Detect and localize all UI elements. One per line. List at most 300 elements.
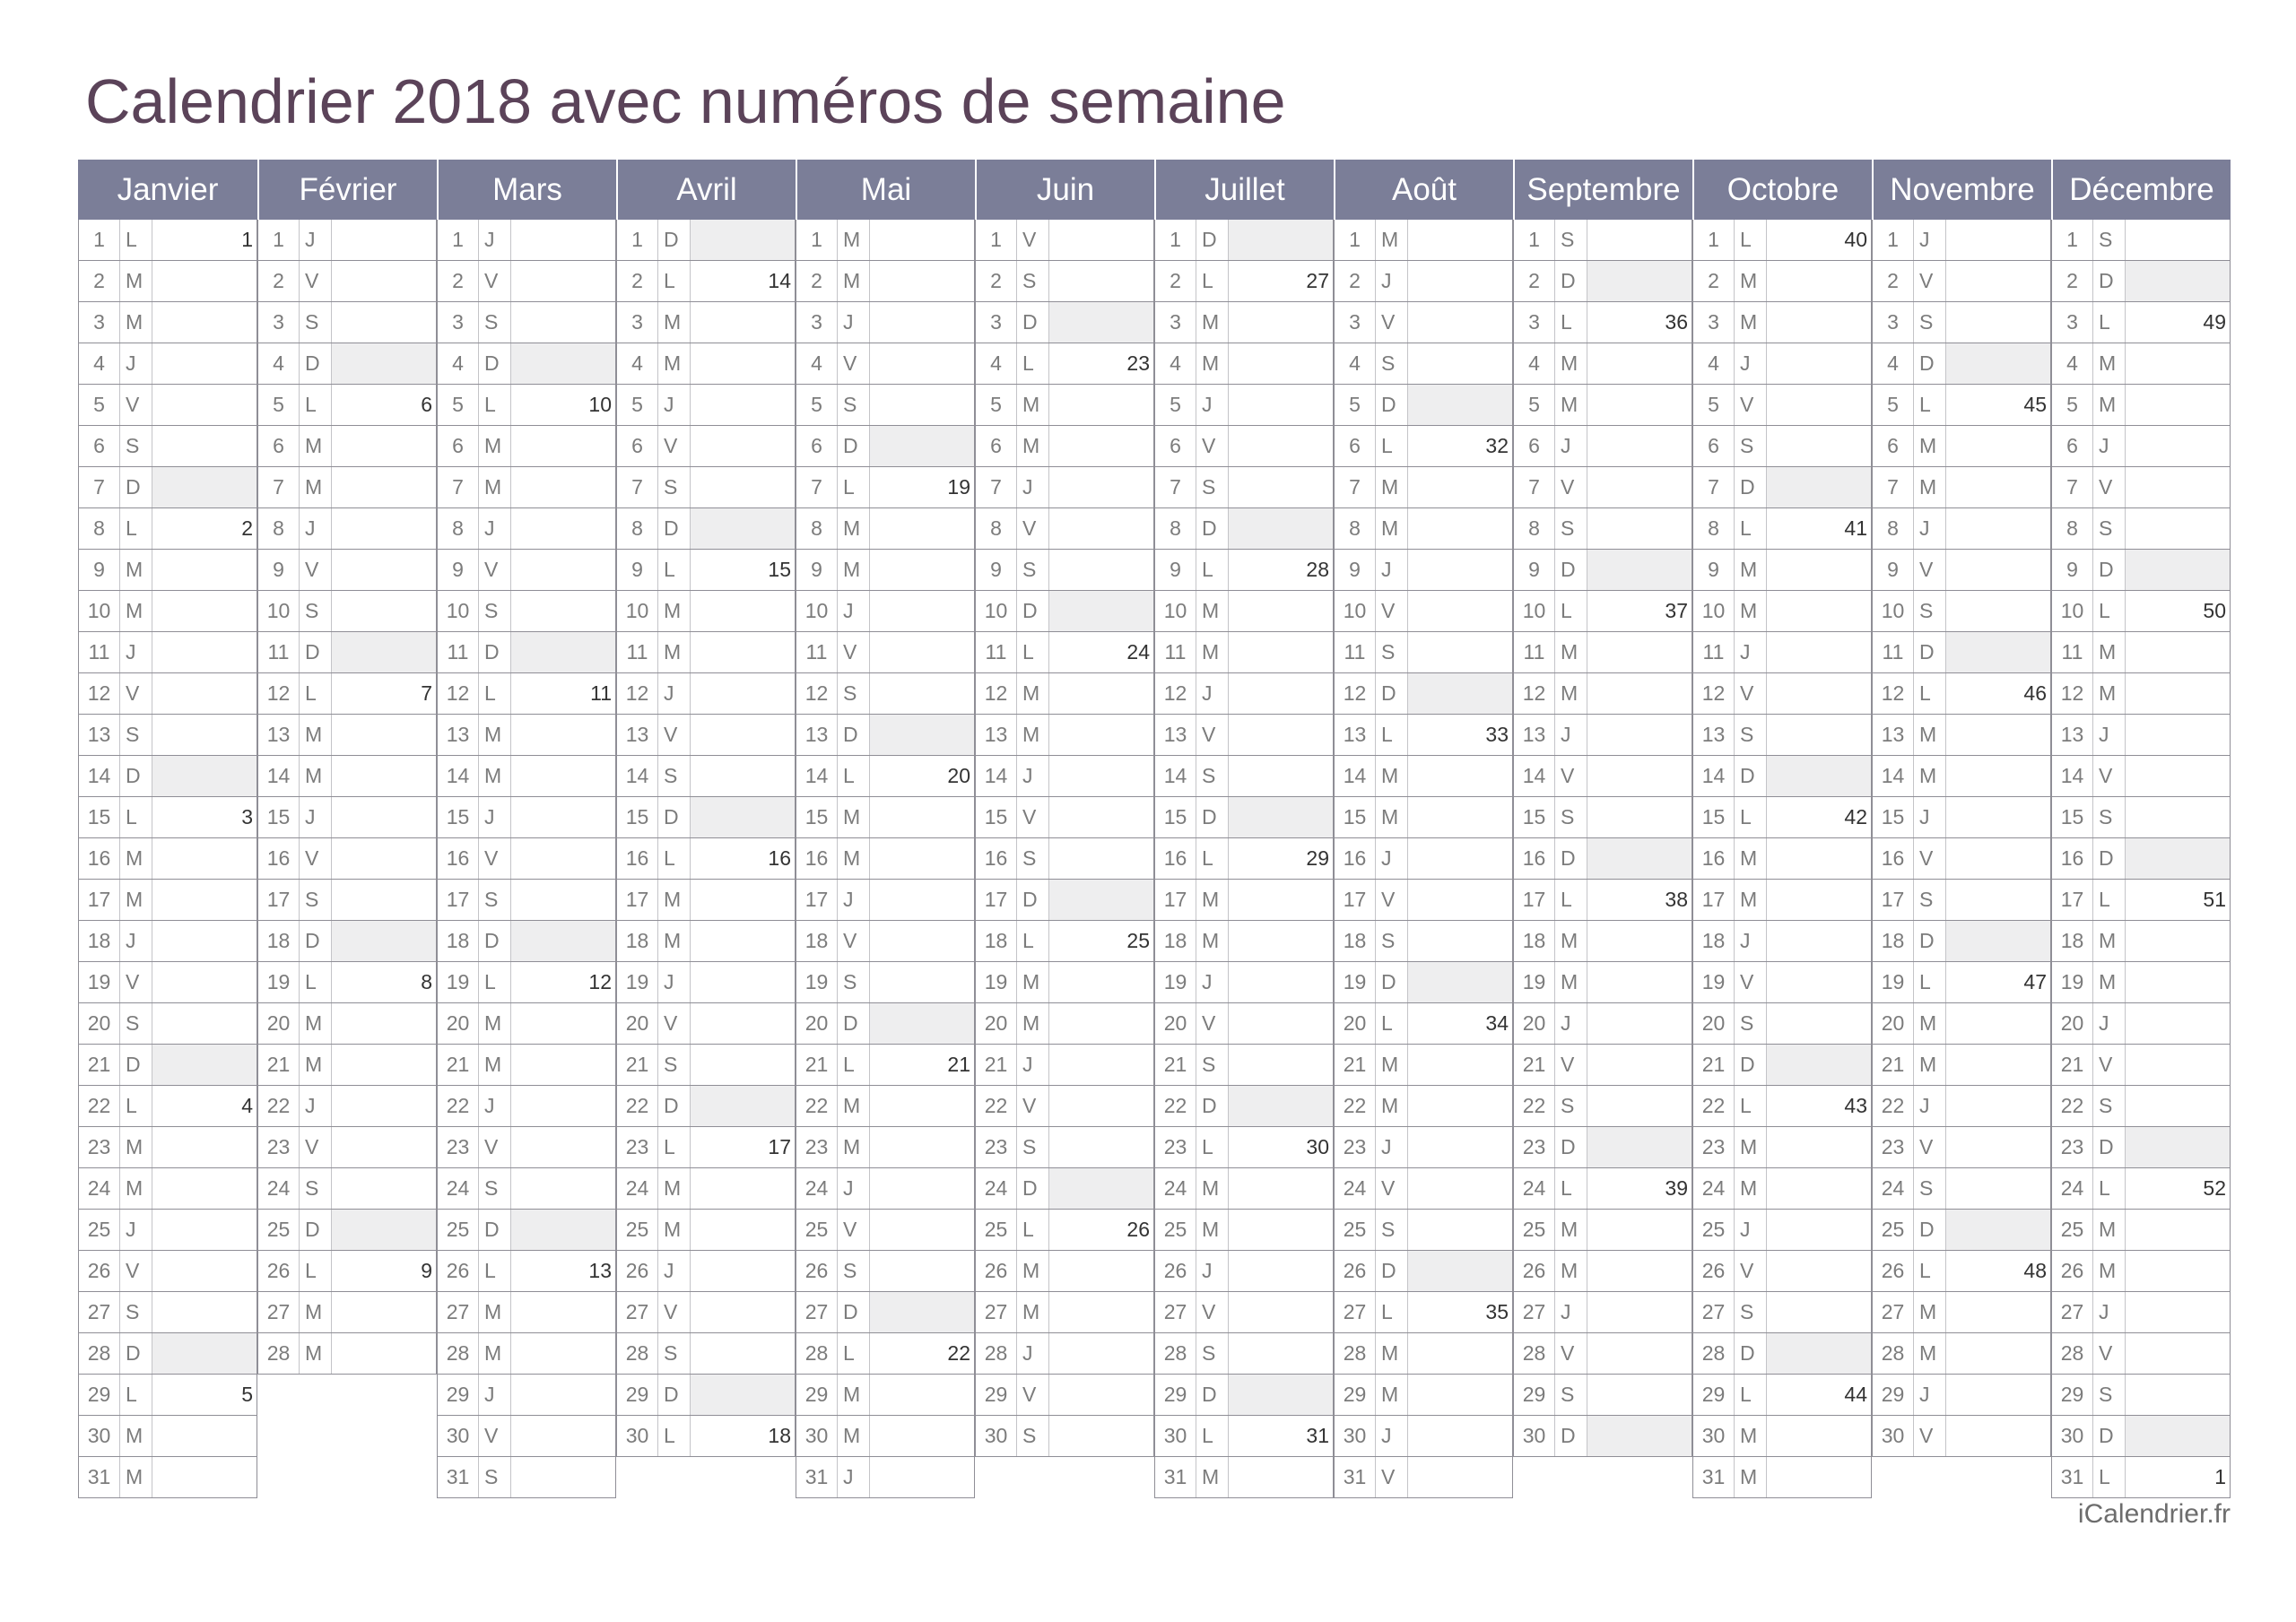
day-row (616, 302, 796, 343)
weekday-letter: L (1735, 220, 1767, 260)
week-number (691, 921, 795, 961)
day-row (1154, 797, 1334, 838)
week-number (1229, 880, 1333, 920)
day-number: 1 (1335, 220, 1376, 260)
weekday-letter: S (838, 962, 870, 1002)
week-number (1229, 673, 1333, 714)
day-row (1334, 1003, 1513, 1045)
week-number (1408, 797, 1512, 837)
day-number: 27 (2052, 1292, 2093, 1332)
weekday-letter: J (1735, 1210, 1767, 1250)
day-row (1334, 1333, 1513, 1375)
day-row (796, 797, 975, 838)
week-number (1049, 261, 1153, 301)
day-number: 20 (438, 1003, 479, 1044)
weekday-letter: M (1017, 385, 1049, 425)
weekday-letter: M (1555, 921, 1587, 961)
week-number: 21 (947, 1053, 970, 1076)
day-row (616, 550, 796, 591)
weekday-letter: M (658, 921, 691, 961)
day-number: 10 (79, 591, 120, 631)
weekday-letter: M (1376, 508, 1408, 549)
weekday-letter: S (658, 1333, 691, 1374)
week-number (1049, 1292, 1153, 1332)
day-number: 14 (79, 756, 120, 796)
day-number: 4 (1873, 343, 1914, 384)
day-row (616, 797, 796, 838)
weekday-letter: L (658, 550, 691, 590)
day-row (796, 962, 975, 1003)
day-row (1513, 385, 1692, 426)
day-row (1154, 1127, 1334, 1168)
day-row (437, 632, 616, 673)
week-number: 15 (768, 558, 791, 581)
week-number: 22 (947, 1341, 970, 1365)
day-number: 23 (976, 1127, 1017, 1167)
day-number: 28 (796, 1333, 838, 1374)
day-number: 9 (1693, 550, 1735, 590)
day-number: 7 (438, 467, 479, 507)
day-number: 8 (976, 508, 1017, 549)
day-number: 6 (617, 426, 658, 466)
weekday-letter: S (658, 1045, 691, 1085)
weekday-letter: D (1555, 261, 1587, 301)
week-number (332, 467, 436, 507)
day-row (616, 1333, 796, 1375)
weekday-letter: S (1376, 1210, 1408, 1250)
weekday-letter: S (2093, 1086, 2126, 1126)
day-number: 26 (438, 1251, 479, 1291)
weekday-letter: D (1196, 1375, 1229, 1415)
day-row (437, 550, 616, 591)
day-row (257, 838, 437, 880)
day-number: 14 (2052, 756, 2093, 796)
day-row (1154, 1210, 1334, 1251)
week-number (332, 261, 436, 301)
month-header: Mai (796, 160, 975, 220)
week-number (1767, 1251, 1871, 1291)
week-number (870, 426, 974, 466)
week-number: 13 (588, 1259, 612, 1282)
weekday-letter: L (2093, 591, 2126, 631)
day-number: 13 (258, 715, 300, 755)
day-number: 22 (258, 1086, 300, 1126)
weekday-letter: L (300, 385, 332, 425)
day-row (1872, 302, 2051, 343)
week-number (1229, 921, 1333, 961)
day-row (616, 715, 796, 756)
day-row (975, 1292, 1154, 1333)
weekday-letter: M (1735, 261, 1767, 301)
day-number: 22 (617, 1086, 658, 1126)
day-row (1154, 1333, 1334, 1375)
day-row (1334, 467, 1513, 508)
day-row (1872, 550, 2051, 591)
weekday-letter: J (1735, 632, 1767, 672)
weekday-letter: S (1196, 1045, 1229, 1085)
day-number: 16 (2052, 838, 2093, 879)
day-number: 31 (1335, 1457, 1376, 1497)
day-row (1513, 838, 1692, 880)
day-row (616, 591, 796, 632)
day-number: 5 (258, 385, 300, 425)
day-row (1872, 1003, 2051, 1045)
week-number (1049, 673, 1153, 714)
week-number (870, 1168, 974, 1209)
week-number (1049, 426, 1153, 466)
month-header: Décembre (2051, 160, 2231, 220)
day-row (1692, 550, 1872, 591)
weekday-letter: D (1555, 1127, 1587, 1167)
month-header: Mars (437, 160, 616, 220)
weekday-letter: M (120, 261, 152, 301)
week-number (1049, 880, 1153, 920)
day-number: 13 (617, 715, 658, 755)
day-row (78, 962, 257, 1003)
week-number (332, 1127, 436, 1167)
day-row (78, 1086, 257, 1127)
day-row (796, 632, 975, 673)
weekday-letter: J (120, 343, 152, 384)
weekday-letter: M (1017, 715, 1049, 755)
day-number: 29 (796, 1375, 838, 1415)
week-number (1587, 1251, 1692, 1291)
day-number: 30 (1514, 1416, 1555, 1456)
week-number (870, 1251, 974, 1291)
day-row (1513, 962, 1692, 1003)
day-number: 28 (438, 1333, 479, 1374)
week-number (1408, 880, 1512, 920)
day-number: 10 (1514, 591, 1555, 631)
day-number: 10 (1335, 591, 1376, 631)
day-row (1154, 673, 1334, 715)
day-row (257, 550, 437, 591)
week-number (870, 1375, 974, 1415)
day-row (1513, 302, 1692, 343)
day-number: 19 (1693, 962, 1735, 1002)
weekday-letter: D (658, 220, 691, 260)
day-number: 20 (976, 1003, 1017, 1044)
day-row (1334, 508, 1513, 550)
weekday-letter: M (479, 1003, 511, 1044)
day-number: 9 (796, 550, 838, 590)
week-number (152, 261, 257, 301)
day-number: 21 (976, 1045, 1017, 1085)
week-number (1767, 632, 1871, 672)
day-number: 4 (79, 343, 120, 384)
day-number: 15 (976, 797, 1017, 837)
weekday-letter: J (479, 797, 511, 837)
week-number (870, 508, 974, 549)
day-number: 3 (1873, 302, 1914, 343)
day-row (1692, 1045, 1872, 1086)
day-number: 5 (1155, 385, 1196, 425)
day-row (78, 1003, 257, 1045)
week-number: 52 (2203, 1176, 2226, 1200)
week-number (1408, 385, 1512, 425)
week-number (1408, 1251, 1512, 1291)
day-number: 8 (1335, 508, 1376, 549)
week-number (1767, 1045, 1871, 1085)
day-row (1334, 385, 1513, 426)
day-number: 7 (258, 467, 300, 507)
day-row (616, 1375, 796, 1416)
day-number: 22 (2052, 1086, 2093, 1126)
day-number: 30 (1873, 1416, 1914, 1456)
week-number (1049, 591, 1153, 631)
weekday-letter: J (658, 385, 691, 425)
day-row (1334, 1168, 1513, 1210)
week-number (1767, 921, 1871, 961)
day-row (975, 797, 1154, 838)
weekday-letter: M (1735, 1457, 1767, 1497)
day-number: 12 (617, 673, 658, 714)
week-number (870, 261, 974, 301)
day-number: 20 (258, 1003, 300, 1044)
day-row (796, 591, 975, 632)
day-number: 22 (1335, 1086, 1376, 1126)
day-row (1154, 1003, 1334, 1045)
weekday-letter: S (1017, 838, 1049, 879)
day-number: 13 (796, 715, 838, 755)
day-number: 8 (2052, 508, 2093, 549)
weekday-letter: V (1376, 591, 1408, 631)
week-number (1946, 302, 2050, 343)
weekday-letter: D (838, 426, 870, 466)
day-row (1154, 921, 1334, 962)
week-number: 41 (1844, 516, 1867, 540)
weekday-letter: V (1017, 1086, 1049, 1126)
week-number (511, 591, 615, 631)
weekday-letter: S (479, 1457, 511, 1497)
week-number: 37 (1665, 599, 1688, 622)
day-row (2051, 220, 2231, 261)
weekday-letter: V (1376, 880, 1408, 920)
weekday-letter: L (838, 1333, 870, 1374)
week-number (1587, 838, 1692, 879)
weekday-letter: J (1914, 508, 1946, 549)
weekday-letter: J (1376, 261, 1408, 301)
day-row (796, 1333, 975, 1375)
weekday-letter: M (1376, 220, 1408, 260)
weekday-letter: M (120, 1457, 152, 1497)
day-number: 3 (1514, 302, 1555, 343)
weekday-letter: M (120, 838, 152, 879)
day-number: 20 (2052, 1003, 2093, 1044)
day-row (1334, 797, 1513, 838)
week-number (1587, 385, 1692, 425)
day-number: 28 (1873, 1333, 1914, 1374)
day-row (2051, 1127, 2231, 1168)
day-row (1334, 591, 1513, 632)
week-number (1049, 385, 1153, 425)
day-row (1334, 261, 1513, 302)
day-number: 31 (438, 1457, 479, 1497)
day-number: 23 (1693, 1127, 1735, 1167)
weekday-letter: M (1017, 962, 1049, 1002)
day-row (1334, 1086, 1513, 1127)
week-number (511, 797, 615, 837)
month-column (1154, 160, 1334, 1498)
day-number: 29 (1873, 1375, 1914, 1415)
day-number: 8 (438, 508, 479, 549)
day-number: 21 (1514, 1045, 1555, 1085)
day-row (257, 673, 437, 715)
day-row (1334, 343, 1513, 385)
weekday-letter: J (300, 797, 332, 837)
day-row (975, 1003, 1154, 1045)
weekday-letter: L (838, 467, 870, 507)
day-number: 22 (1693, 1086, 1735, 1126)
day-row (437, 1003, 616, 1045)
day-row (1334, 838, 1513, 880)
day-row (78, 797, 257, 838)
day-row (796, 426, 975, 467)
weekday-letter: L (120, 797, 152, 837)
week-number (2126, 1375, 2230, 1415)
week-number (1049, 962, 1153, 1002)
week-number (1049, 797, 1153, 837)
week-number (691, 1333, 795, 1374)
week-number (2126, 385, 2230, 425)
week-number: 51 (2203, 888, 2226, 911)
day-row (2051, 838, 2231, 880)
weekday-letter: M (1376, 1333, 1408, 1374)
weekday-letter: L (1017, 343, 1049, 384)
weekday-letter: V (1376, 1457, 1408, 1497)
day-number: 10 (796, 591, 838, 631)
day-row (1513, 1292, 1692, 1333)
day-row (437, 1086, 616, 1127)
week-number (1767, 1457, 1871, 1497)
weekday-letter: L (1735, 797, 1767, 837)
month-column (1872, 160, 2051, 1457)
day-number: 12 (1873, 673, 1914, 714)
day-number: 2 (796, 261, 838, 301)
weekday-letter: V (479, 261, 511, 301)
day-number: 19 (1514, 962, 1555, 1002)
day-number: 11 (1693, 632, 1735, 672)
day-row (1513, 343, 1692, 385)
day-number: 7 (1693, 467, 1735, 507)
day-number: 24 (976, 1168, 1017, 1209)
day-number: 14 (1693, 756, 1735, 796)
day-number: 23 (258, 1127, 300, 1167)
week-number: 34 (1485, 1011, 1509, 1035)
day-row (1692, 1127, 1872, 1168)
month-column (1334, 160, 1513, 1498)
weekday-letter: L (2093, 1457, 2126, 1497)
day-number: 23 (1335, 1127, 1376, 1167)
day-row (796, 1457, 975, 1498)
day-row (616, 508, 796, 550)
week-number (870, 1086, 974, 1126)
day-number: 20 (796, 1003, 838, 1044)
day-number: 1 (258, 220, 300, 260)
month-header: Février (257, 160, 437, 220)
day-row (1334, 426, 1513, 467)
weekday-letter: L (1735, 1375, 1767, 1415)
day-number: 26 (258, 1251, 300, 1291)
week-number (511, 1333, 615, 1374)
day-row (975, 1086, 1154, 1127)
day-number: 7 (1155, 467, 1196, 507)
week-number (1587, 632, 1692, 672)
week-number (1049, 1045, 1153, 1085)
day-row (2051, 1457, 2231, 1498)
weekday-letter: M (2093, 385, 2126, 425)
week-number (1049, 838, 1153, 879)
week-number (1767, 838, 1871, 879)
weekday-letter: L (300, 962, 332, 1002)
week-number: 26 (1126, 1218, 1150, 1241)
day-number: 31 (1693, 1457, 1735, 1497)
week-number: 3 (241, 805, 253, 828)
day-number: 14 (258, 756, 300, 796)
weekday-letter: D (1555, 838, 1587, 879)
day-number: 11 (796, 632, 838, 672)
day-row (78, 1168, 257, 1210)
week-number (332, 550, 436, 590)
day-number: 7 (976, 467, 1017, 507)
weekday-letter: V (300, 261, 332, 301)
day-number: 16 (1155, 838, 1196, 879)
day-number: 27 (1873, 1292, 1914, 1332)
day-row (796, 261, 975, 302)
weekday-letter: J (1196, 1251, 1229, 1291)
day-number: 10 (1873, 591, 1914, 631)
weekday-letter: M (1017, 1251, 1049, 1291)
weekday-letter: V (838, 1210, 870, 1250)
day-row (1692, 1375, 1872, 1416)
day-row (796, 1210, 975, 1251)
day-row (257, 1168, 437, 1210)
week-number: 20 (947, 764, 970, 787)
weekday-letter: V (300, 1127, 332, 1167)
day-row (257, 343, 437, 385)
day-row (975, 508, 1154, 550)
day-number: 16 (79, 838, 120, 879)
day-number: 23 (1155, 1127, 1196, 1167)
day-row (257, 508, 437, 550)
day-number: 19 (617, 962, 658, 1002)
week-number (511, 838, 615, 879)
week-number (1946, 426, 2050, 466)
day-number: 26 (796, 1251, 838, 1291)
weekday-letter: S (1555, 1086, 1587, 1126)
week-number (1408, 1210, 1512, 1250)
day-row (1334, 632, 1513, 673)
week-number (1229, 1086, 1333, 1126)
day-number: 16 (617, 838, 658, 879)
weekday-letter: M (658, 343, 691, 384)
weekday-letter: M (658, 1210, 691, 1250)
week-number: 49 (2203, 310, 2226, 334)
week-number (511, 715, 615, 755)
weekday-letter: S (1735, 1003, 1767, 1044)
day-row (796, 302, 975, 343)
weekday-letter: J (1555, 1292, 1587, 1332)
week-number (511, 1168, 615, 1209)
weekday-letter: V (1914, 1127, 1946, 1167)
weekday-letter: M (1376, 756, 1408, 796)
weekday-letter: M (1196, 632, 1229, 672)
weekday-letter: S (300, 880, 332, 920)
week-number (691, 1168, 795, 1209)
day-row (1154, 1086, 1334, 1127)
weekday-letter: D (2093, 838, 2126, 879)
weekday-letter: D (120, 756, 152, 796)
